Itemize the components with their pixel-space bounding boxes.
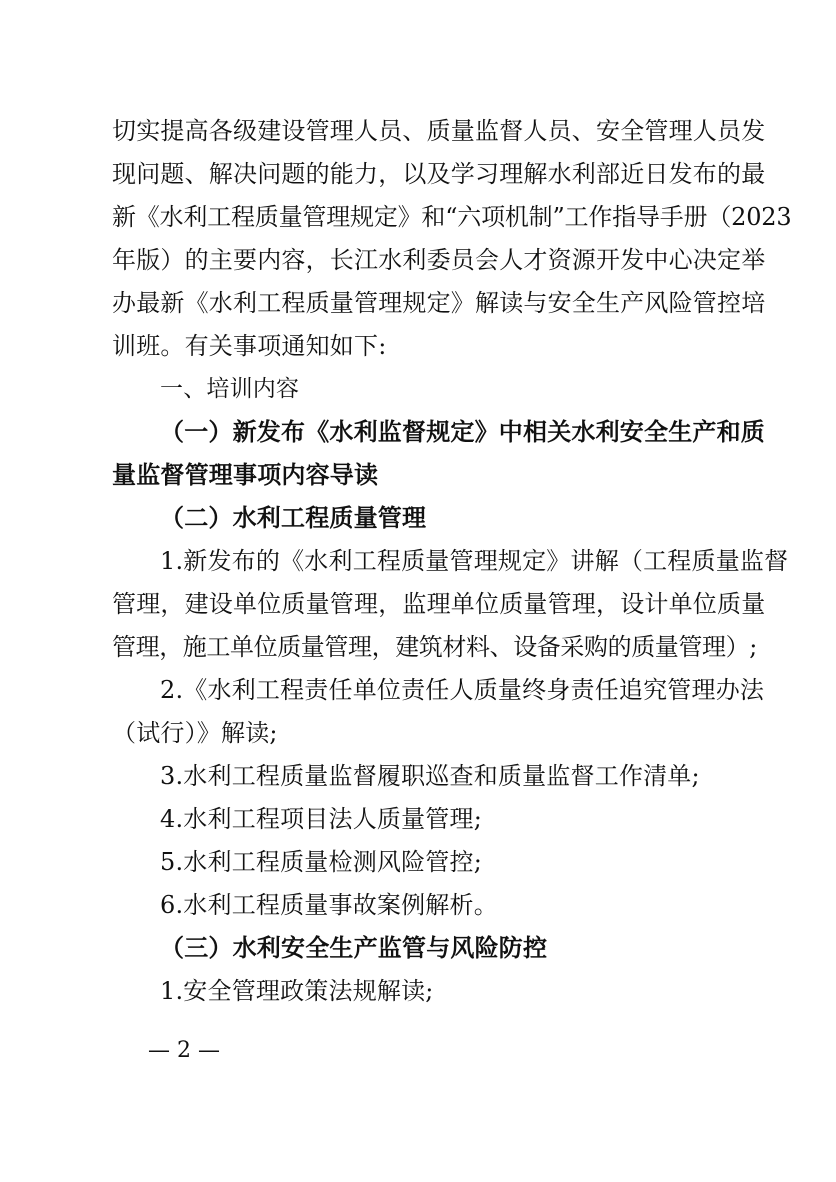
list-item: 1.新发布的《水利工程质量管理规定》讲解（工程质量监督 [160,547,789,575]
paragraph-line: 切实提高各级建设管理人员、质量监督人员、安全管理人员发 [112,117,766,145]
subsection-heading: （一）新发布《水利监督规定》中相关水利安全生产和质 [160,417,765,446]
list-item: 5.水利工程质量检测风险管控; [160,848,482,876]
paragraph-line: 训班。有关事项通知如下: [112,332,387,360]
list-item-continued: （试行）》解读; [112,719,278,747]
list-item: 4.水利工程项目法人质量管理; [160,805,482,833]
paragraph-line: 办最新《水利工程质量管理规定》解读与安全生产风险管控培 [112,289,766,317]
list-item: 2.《水利工程责任单位责任人质量终身责任追究管理办法 [160,676,765,704]
list-item-continued: 管理，建设单位质量管理，监理单位质量管理，设计单位质量 [112,590,766,618]
list-item: 6.水利工程质量事故案例解析。 [160,891,498,919]
paragraph-line: 新《水利工程质量管理规定》和“六项机制”工作指导手册（2023 [112,203,792,231]
paragraph-line: 现问题、解决问题的能力，以及学习理解水利部近日发布的最 [112,160,766,188]
page-number: — 2 — [148,1038,220,1063]
paragraph-line: 年版）的主要内容，长江水利委员会人才资源开发中心决定举 [112,246,766,274]
subsection-heading-continued: 量监督管理事项内容导读 [112,460,379,489]
subsection-heading: （二）水利工程质量管理 [160,503,427,532]
list-item: 3.水利工程质量监督履职巡查和质量监督工作清单; [160,762,700,790]
subsection-heading: （三）水利安全生产监管与风险防控 [160,933,548,962]
list-item: 1.安全管理政策法规解读; [160,977,434,1005]
list-item-continued: 管理，施工单位质量管理，建筑材料、设备采购的质量管理）; [112,633,757,661]
section-heading: 一、培训内容 [160,376,300,402]
